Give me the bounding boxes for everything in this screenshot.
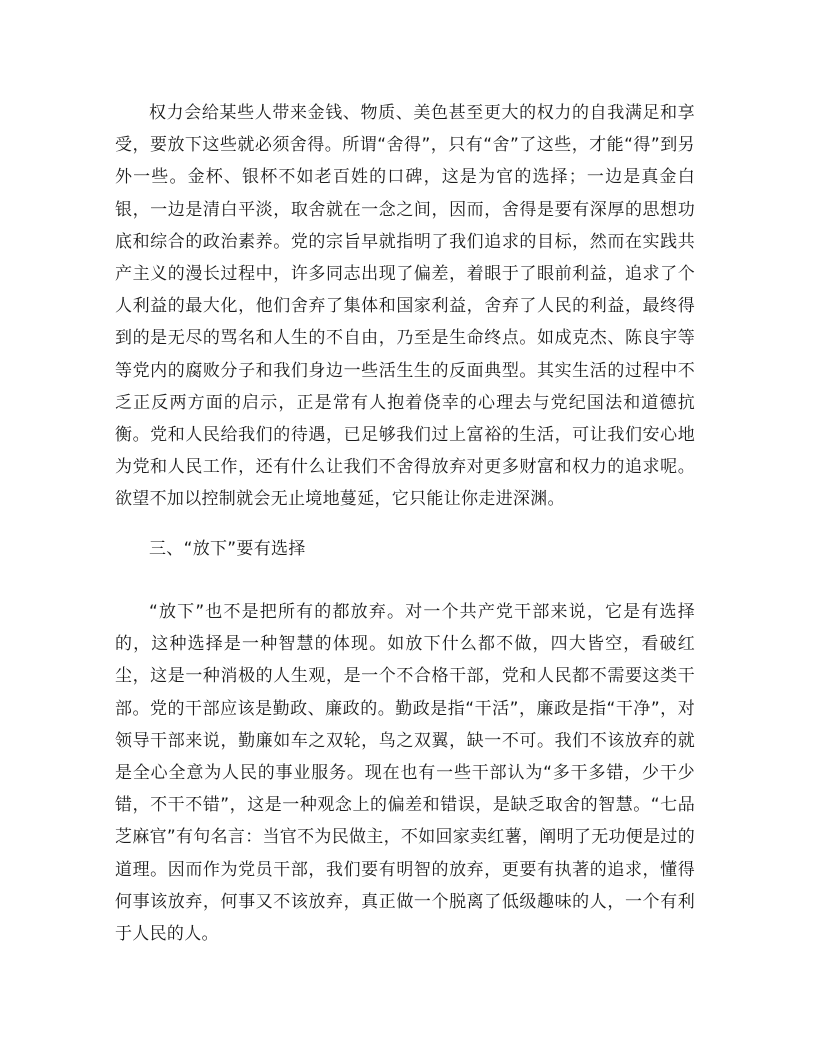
body-paragraph-renounce-power: 权力会给某些人带来金钱、物质、美色甚至更大的权力的自我满足和享受，要放下这些就必须舍得。所谓“舍得”，只有“舍”了这些，才能“得”到另外一些。金杯、银杯不如老百姓的口碑，这是为官的选择；一边是真金白银，一边是清白平淡，取舍就在一念之间，因而，舍得是要有深厚的思想功底和综合的政治素养。党的宗旨早就指明了我们追求的目标，然而在实践共产主义的漫长过程中，许多同志出现了偏差，着眼于了眼前利益，追求了个人利益的最大化，他们舍弃了集体和国家利益，舍弃了人民的利益，最终得到的是无尽的骂名和人生的不自由，乃至是生命终点。如成克杰、陈良宇等等党内的腐败分子和我们身边一些活生生的反面典型。其实生活的过程中不乏正反两方面的启示，正是常有人抱着侥幸的心理去与党纪国法和道德抗衡。党和人民给我们的待遇，已足够我们过上富裕的生活，可让我们安心地为党和人民工作，还有什么让我们不舍得放弃对更多财富和权力的追求呢。欲望不加以控制就会无止境地蔓延，它只能让你走进深渊。 [115, 103, 695, 510]
section-heading-three: 三、“放下”要有选择 [149, 539, 306, 559]
body-paragraph-choice: “放下”也不是把所有的都放弃。对一个共产党干部来说，它是有选择的，这种选择是一种智慧的体现。如放下什么都不做，四大皆空，看破红尘，这是一种消极的人生观，是一个不合格干部，党和人民都不需要这类干部。党的干部应该是勤政、廉政的。勤政是指“干活”，廉政是指“干净”，对领导干部来说，勤廉如车之双轮，鸟之双翼，缺一不可。我们不该放弃的就是全心全意为人民的事业服务。现在也有一些干部认为“多干多错，少干少错，不干不错”，这是一种观念上的偏差和错误，是缺乏取舍的智慧。“七品芝麻官”有句名言：当官不为民做主，不如回家卖红薯，阐明了无功便是过的道理。因而作为党员干部，我们要有明智的放弃，更要有执著的追求，懂得何事该放弃，何事又不该放弃，真正做一个脱离了低级趣味的人，一个有利于人民的人。 [115, 602, 696, 945]
